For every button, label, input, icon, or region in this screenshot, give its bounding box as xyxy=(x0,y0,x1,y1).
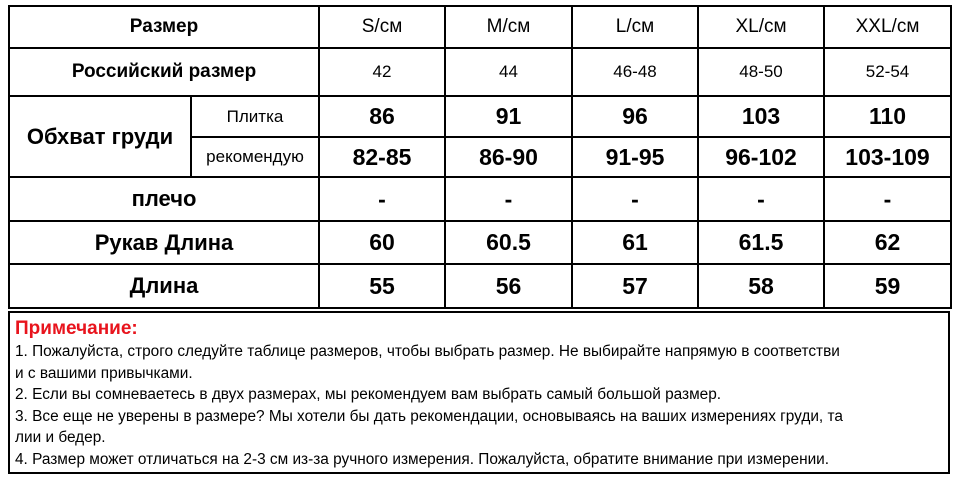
notes-title: Примечание: xyxy=(15,318,138,339)
table-cell: 61.5 xyxy=(698,221,824,264)
size-header-label: Размер xyxy=(9,6,319,48)
note-line: 1. Пожалуйста, строго следуйте таблице размеров, чтобы выбрать размер. Не выбирайте напрямую в соответстви xyxy=(15,343,840,360)
table-cell: 82-85 xyxy=(319,137,445,177)
chest-flat-row xyxy=(9,96,951,137)
length-row xyxy=(9,264,951,308)
sleeve-length-label: Рукав Длина xyxy=(9,221,319,264)
russian-size-row xyxy=(9,48,951,96)
header-row xyxy=(9,6,951,48)
chest-girth-label: Обхват груди xyxy=(9,96,191,177)
table-cell: 52-54 xyxy=(824,48,951,96)
table-cell: 57 xyxy=(572,264,698,308)
size-l-header: L/см xyxy=(572,6,698,48)
table-cell: 60 xyxy=(319,221,445,264)
table-cell: 58 xyxy=(698,264,824,308)
chest-recommend-sublabel: рекомендую xyxy=(191,137,319,177)
table-cell: 110 xyxy=(824,96,951,137)
sleeve-length-row xyxy=(9,221,951,264)
table-cell: - xyxy=(319,177,445,221)
table-cell: - xyxy=(824,177,951,221)
size-s-header: S/см xyxy=(319,6,445,48)
table-cell: 61 xyxy=(572,221,698,264)
table-cell: 96 xyxy=(572,96,698,137)
note-line: 4. Размер может отличаться на 2-3 см из-за ручного измерения. Пожалуйста, обратите внимание при измерении. xyxy=(15,450,830,468)
table-cell: 91 xyxy=(445,96,572,137)
note-line: 2. Если вы сомневаетесь в двух размерах, мы рекомендуем вам выбрать самый большой размер. xyxy=(15,386,722,404)
shoulder-label: плечо xyxy=(9,177,319,221)
note-line: лии и бедер. xyxy=(15,429,106,447)
table-cell: 46-48 xyxy=(572,48,698,96)
russian-size-label: Российский размер xyxy=(9,48,319,96)
table-cell: - xyxy=(445,177,572,221)
table-cell: 44 xyxy=(445,48,572,96)
table-cell: 86-90 xyxy=(445,137,572,177)
notes-box xyxy=(8,311,950,474)
table-cell: 59 xyxy=(824,264,951,308)
note-line: 3. Все еще не уверены в размере? Мы хотели бы дать рекомендации, основываясь на ваших измерениях груди, та xyxy=(15,407,843,425)
chest-flat-sublabel: Плитка xyxy=(191,96,319,137)
table-cell: 103-109 xyxy=(824,137,951,177)
table-cell: 48-50 xyxy=(698,48,824,96)
table-cell: 42 xyxy=(319,48,445,96)
length-label: Длина xyxy=(9,264,319,308)
table-cell: 96-102 xyxy=(698,137,824,177)
table-cell: - xyxy=(572,177,698,221)
size-m-header: M/см xyxy=(445,6,572,48)
size-xl-header: XL/см xyxy=(698,6,824,48)
size-xxl-header: XXL/см xyxy=(824,6,951,48)
table-cell: 62 xyxy=(824,221,951,264)
note-line: и с вашими привычками. xyxy=(15,364,193,382)
shoulder-row xyxy=(9,177,951,221)
table-cell: - xyxy=(698,177,824,221)
table-cell: 86 xyxy=(319,96,445,137)
table-cell: 91-95 xyxy=(572,137,698,177)
table-cell: 56 xyxy=(445,264,572,308)
table-cell: 60.5 xyxy=(445,221,572,264)
size-chart-table xyxy=(8,5,952,309)
table-cell: 103 xyxy=(698,96,824,137)
table-cell: 55 xyxy=(319,264,445,308)
